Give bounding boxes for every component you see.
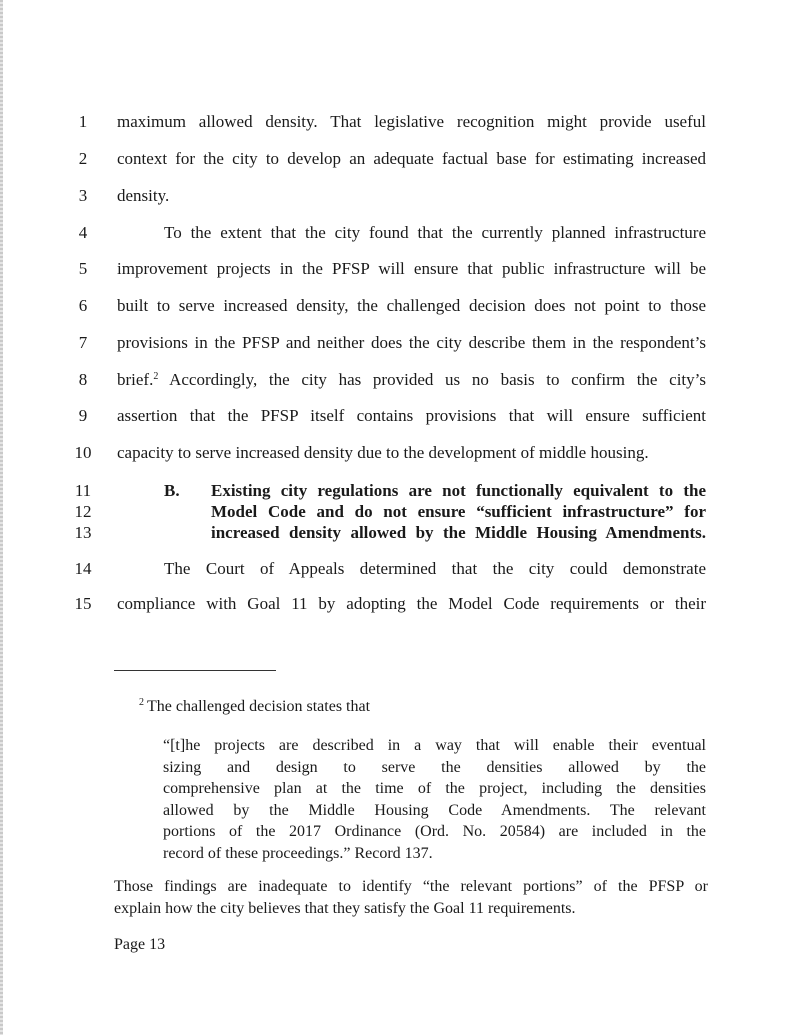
line-text: The Court of Appeals determined that the city could demonstrate	[164, 559, 706, 578]
section-heading-letter: B.	[164, 481, 180, 500]
body-line	[0, 368, 800, 392]
section-heading-line: Existing city regulations are not functionally equivalent to the	[211, 481, 706, 500]
line-number: 6	[78, 296, 88, 315]
footnote-quote-line: comprehensive plan at the time of the project, including the densities	[163, 780, 706, 797]
footnote-quote-line: allowed by the Middle Housing Code Amendments. The relevant	[163, 801, 706, 819]
line-text: To the extent that the city found that the currently planned infrastructure	[164, 223, 706, 242]
line-text-part: Accordingly, the city has provided us no basis to confirm the city’s	[158, 370, 706, 389]
line-number: 14	[74, 559, 92, 578]
body-line	[0, 441, 800, 465]
body-line	[0, 221, 800, 245]
line-number: 7	[78, 333, 88, 352]
section-heading-line: increased density allowed by the Middle Housing Amendments.	[211, 523, 706, 542]
line-number: 3	[78, 186, 88, 205]
line-text: improvement projects in the PFSP will ensure that public infrastructure will be	[117, 259, 706, 278]
footnote-quote-line: portions of the 2017 Ordinance (Ord. No. 20584) are included in the	[163, 823, 706, 840]
footnote-separator	[114, 670, 276, 671]
footnote-quote-line: “[t]he projects are described in a way that will enable their eventual	[163, 737, 706, 754]
line-number: 11	[74, 481, 92, 500]
line-number: 2	[78, 149, 88, 168]
footnote-conclusion-line: explain how the city believes that they satisfy the Goal 11 requirements.	[114, 899, 576, 917]
footnote-intro-text: The challenged decision states that	[147, 698, 371, 715]
footnote-conclusion	[114, 876, 708, 919]
body-line	[0, 294, 800, 318]
body-line	[0, 592, 800, 616]
body-line	[0, 110, 800, 134]
line-text: density.	[117, 186, 170, 205]
body-line	[0, 257, 800, 281]
body-line	[0, 404, 800, 428]
line-text	[117, 368, 706, 395]
page-number: Page 13	[114, 936, 166, 953]
line-text: context for the city to develop an adequate factual base for estimating increased	[117, 149, 706, 168]
line-number: 4	[78, 223, 88, 242]
footnote-quote-line: record of these proceedings.” Record 137.	[163, 844, 433, 862]
line-number: 5	[78, 259, 88, 278]
line-number: 9	[78, 406, 88, 425]
line-text: provisions in the PFSP and neither does the city describe them in the respondent’s	[117, 333, 706, 352]
footnote-marker: 2	[139, 697, 144, 708]
footnote-quote-line: sizing and design to serve the densities allowed by the	[163, 758, 706, 776]
line-text-part: brief.	[117, 370, 154, 389]
body-line	[0, 147, 800, 171]
footnote-conclusion-line: Those findings are inadequate to identify “the relevant portions” of the PFSP or	[114, 878, 708, 895]
section-heading-line: Model Code and do not ensure “sufficient infrastructure” for	[211, 502, 706, 521]
footnote-block-quote	[163, 735, 706, 864]
line-number: 12	[74, 502, 92, 521]
footnote-reference[interactable]: 2	[153, 371, 159, 382]
line-number: 13	[74, 523, 92, 542]
line-number: 15	[74, 594, 92, 613]
footnote-intro	[139, 696, 370, 719]
line-text: assertion that the PFSP itself contains provisions that will ensure sufficient	[117, 406, 706, 425]
line-text: capacity to serve increased density due to the development of middle housing.	[117, 443, 649, 462]
line-text: compliance with Goal 11 by adopting the Model Code requirements or their	[117, 594, 706, 613]
line-number: 1	[78, 112, 88, 131]
line-text: maximum allowed density. That legislative recognition might provide useful	[117, 112, 706, 131]
body-line	[0, 184, 800, 208]
body-line	[0, 331, 800, 355]
line-text: built to serve increased density, the challenged decision does not point to those	[117, 296, 706, 315]
body-line	[0, 557, 800, 581]
line-number: 8	[78, 370, 88, 389]
line-number: 10	[74, 443, 92, 462]
